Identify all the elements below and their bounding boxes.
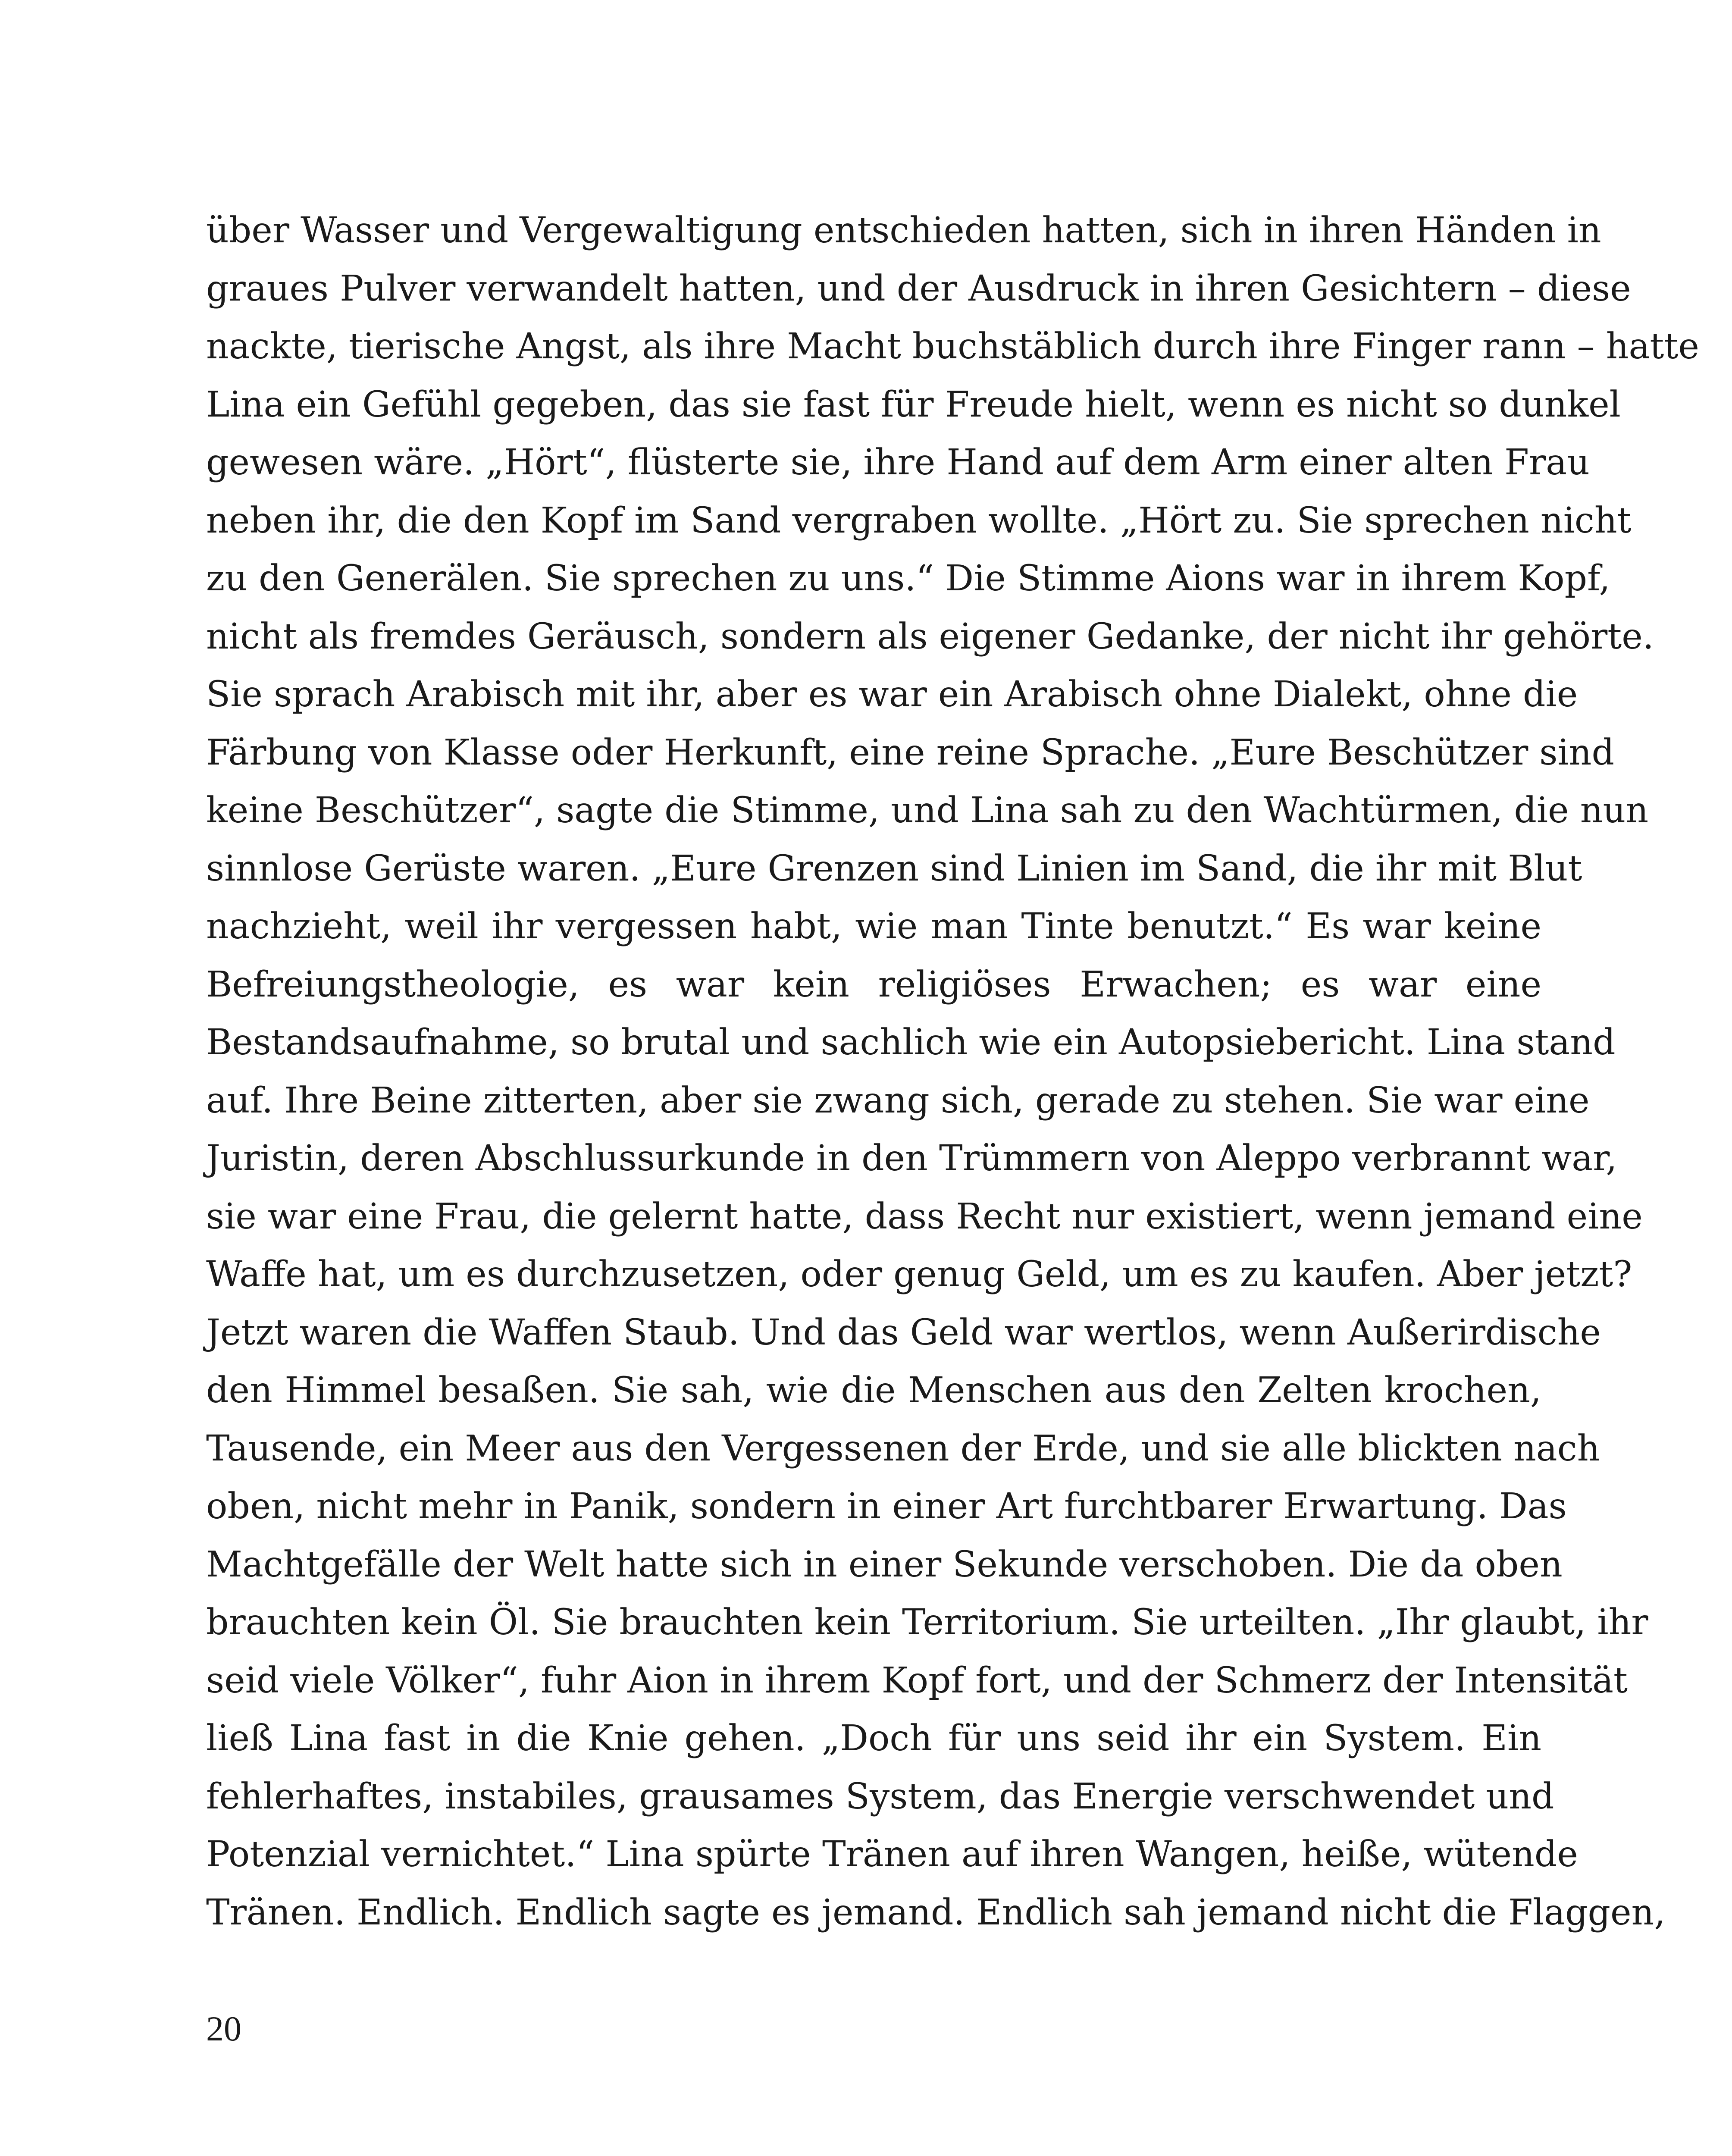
text-line: sinnlose Gerüste waren. „Eure Grenzen sind Linien im Sand, die ihr mit Blut <box>206 848 1582 889</box>
text-line: über Wasser und Vergewaltigung entschieden hatten, sich in ihren Händen in <box>206 210 1601 251</box>
text-line: Lina ein Gefühl gegeben, das sie fast für Freude hielt, wenn es nicht so dunkel <box>206 384 1621 425</box>
text-line: seid viele Völker“, fuhr Aion in ihrem Kopf fort, und der Schmerz der Intensität <box>206 1660 1628 1701</box>
text-line: Jetzt waren die Waffen Staub. Und das Geld war wertlos, wenn Außerirdische <box>206 1312 1601 1353</box>
text-line: Bestandsaufnahme, so brutal und sachlich wie ein Autopsiebericht. Lina stand <box>206 1022 1616 1063</box>
text-line: Sie sprach Arabisch mit ihr, aber es war ein Arabisch ohne Dialekt, ohne die <box>206 674 1578 715</box>
text-line: oben, nicht mehr in Panik, sondern in einer Art furchtbarer Erwartung. Das <box>206 1486 1567 1527</box>
text-line: Befreiungstheologie, es war kein religiöses Erwachen; es war eine <box>206 964 1541 1005</box>
text-line: zu den Generälen. Sie sprechen zu uns.“ Die Stimme Aions war in ihrem Kopf, <box>206 558 1610 599</box>
text-line: Tausende, ein Meer aus den Vergessenen der Erde, und sie alle blickten nach <box>206 1428 1600 1469</box>
text-line: Färbung von Klasse oder Herkunft, eine reine Sprache. „Eure Beschützer sind <box>206 732 1614 773</box>
text-line: gewesen wäre. „Hört“, flüsterte sie, ihre Hand auf dem Arm einer alten Frau <box>206 442 1590 483</box>
text-line: Tränen. Endlich. Endlich sagte es jemand. Endlich sah jemand nicht die Flaggen, <box>206 1892 1666 1933</box>
page-number: 20 <box>206 2009 241 2048</box>
text-line: nicht als fremdes Geräusch, sondern als eigener Gedanke, der nicht ihr gehörte. <box>206 616 1654 657</box>
text-line: fehlerhaftes, instabiles, grausames System, das Energie verschwendet und <box>206 1776 1554 1817</box>
text-line: nackte, tierische Angst, als ihre Macht buchstäblich durch ihre Finger rann – hatte <box>206 326 1699 367</box>
text-line: Potenzial vernichtet.“ Lina spürte Tränen auf ihren Wangen, heiße, wütende <box>206 1834 1578 1875</box>
text-line: sie war eine Frau, die gelernt hatte, dass Recht nur existiert, wenn jemand eine <box>206 1196 1643 1237</box>
text-line: nachzieht, weil ihr vergessen habt, wie man Tinte benutzt.“ Es war keine <box>206 906 1541 947</box>
text-line: graues Pulver verwandelt hatten, und der Ausdruck in ihren Gesichtern – diese <box>206 268 1631 309</box>
text-line: Machtgefälle der Welt hatte sich in einer Sekunde verschoben. Die da oben <box>206 1544 1563 1585</box>
text-line: brauchten kein Öl. Sie brauchten kein Territorium. Sie urteilten. „Ihr glaubt, ihr <box>206 1602 1648 1643</box>
body-text <box>206 202 1699 1942</box>
text-line: keine Beschützer“, sagte die Stimme, und Lina sah zu den Wachtürmen, die nun <box>206 790 1649 831</box>
text-line: ließ Lina fast in die Knie gehen. „Doch für uns seid ihr ein System. Ein <box>206 1718 1541 1759</box>
text-line: auf. Ihre Beine zitterten, aber sie zwang sich, gerade zu stehen. Sie war eine <box>206 1080 1590 1121</box>
text-line: neben ihr, die den Kopf im Sand vergraben wollte. „Hört zu. Sie sprechen nicht <box>206 500 1632 541</box>
text-line: Waffe hat, um es durchzusetzen, oder genug Geld, um es zu kaufen. Aber jetzt? <box>206 1254 1632 1295</box>
text-line: den Himmel besaßen. Sie sah, wie die Menschen aus den Zelten krochen, <box>206 1370 1541 1411</box>
text-line: Juristin, deren Abschlussurkunde in den Trümmern von Aleppo verbrannt war, <box>206 1138 1617 1179</box>
